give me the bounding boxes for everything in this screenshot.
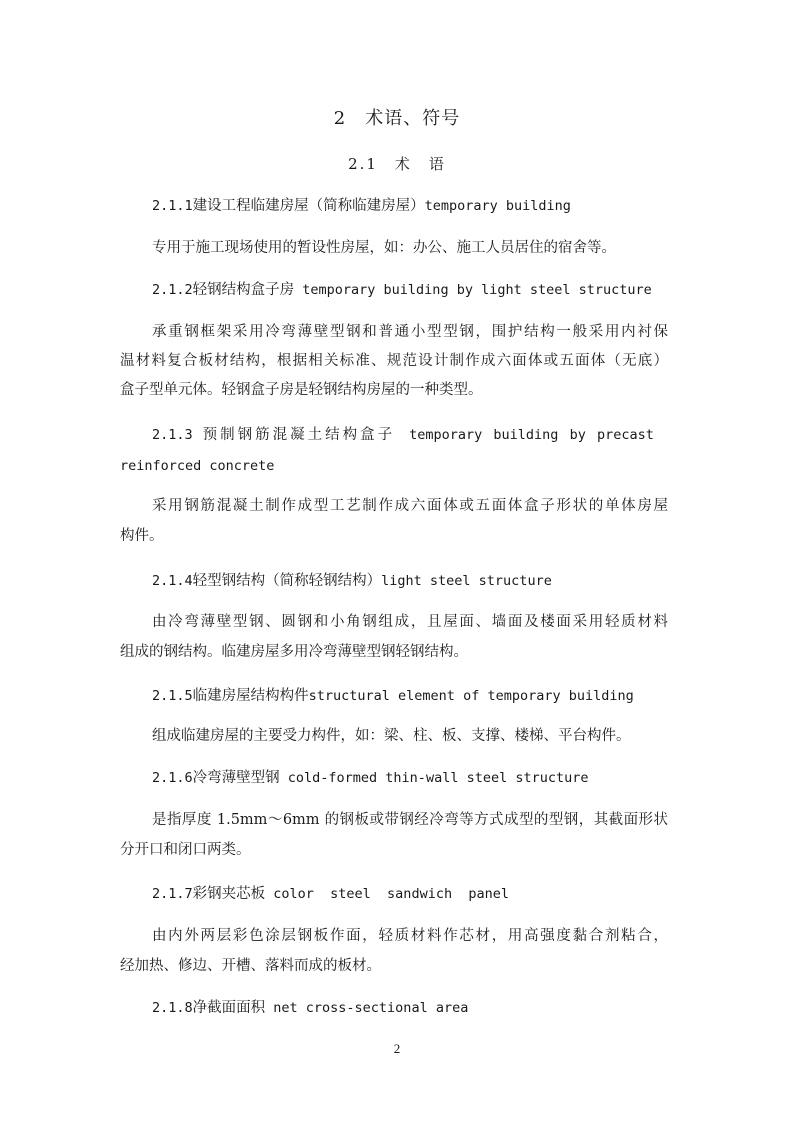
term-definition: 分开口和闭口两类。 [120,842,251,858]
term-heading [152,425,668,445]
term-name: 彩钢夹芯板 [192,886,266,902]
term-heading [152,280,668,300]
term-heading [152,196,668,216]
term-english: temporary building by precast [409,427,654,443]
term-heading [152,998,668,1018]
term-english: structural element of temporary building [308,688,634,704]
term-definition: 盒子型单元体。轻钢盒子房是轻钢结构房屋的一种类型。 [120,382,483,398]
term-definition: 专用于施工现场使用的暂设性房屋，如：办公、施工人员居住的宿舍等。 [152,240,616,256]
term-definition: 构件。 [120,528,164,544]
term-number: 2.1.3 [152,427,193,443]
term-name: 临建房屋结构构件 [192,688,309,704]
term-english: temporary building by light steel structure [294,282,652,298]
term-heading [152,571,668,591]
term-name: 轻型钢结构（简称轻钢结构） [192,573,382,589]
term-definition: 温材料复合板材结构，根据相关标准、规范设计制作成六面体或五面体（无底） [120,353,668,369]
term-definition: 组成临建房屋的主要受力构件，如：梁、柱、板、支撑、楼梯、平台构件。 [152,728,631,744]
term-heading [152,768,668,788]
term-english: net cross-sectional area [265,1000,469,1016]
term-name: 净截面面积 [192,1000,266,1016]
section-title: 2.1 术 语 [348,155,446,173]
term-number: 2.1.8 [152,1000,193,1016]
term-english: light steel structure [381,573,552,589]
term-english: temporary building [424,198,571,214]
term-heading-continued: reinforced concrete [120,458,275,474]
term-definition: 是指厚度 1.5mm～6mm 的钢板或带钢经冷弯等方式成型的型钢，其截面形状 [152,812,668,828]
term-name: 轻钢结构盒子房 [192,282,295,298]
term-number: 2.1.6 [152,770,193,786]
term-number: 2.1.4 [152,573,193,589]
term-number: 2.1.1 [152,198,193,214]
term-definition: 承重钢框架采用冷弯薄壁型钢和普通小型型钢，围护结构一般采用内衬保 [152,324,668,340]
term-number: 2.1.7 [152,886,193,902]
term-number: 2.1.5 [152,688,193,704]
page-number: 2 [393,1041,401,1056]
term-english: color steel sandwich panel [265,886,509,902]
term-name: 冷弯薄壁型钢 [192,770,280,786]
term-definition: 采用钢筋混凝土制作成型工艺制作成六面体或五面体盒子形状的单体房屋 [152,498,668,514]
term-heading [152,884,668,904]
term-definition: 组成的钢结构。临建房屋多用冷弯薄壁型钢轻钢结构。 [120,644,468,660]
term-heading [152,686,668,706]
term-name: 预制钢筋混凝土结构盒子 [202,427,396,443]
term-definition: 经加热、修边、开槽、落料而成的板材。 [120,958,381,974]
chapter-title: 2 术语、符号 [333,108,461,129]
term-name: 建设工程临建房屋（简称临建房屋） [192,198,425,214]
term-definition: 由冷弯薄壁型钢、圆钢和小角钢组成，且屋面、墙面及楼面采用轻质材料 [152,614,668,630]
term-number: 2.1.2 [152,282,193,298]
term-definition: 由内外两层彩色涂层钢板作面，轻质材料作芯材，用高强度黏合剂粘合， [152,928,668,944]
term-english: cold-formed thin-wall steel structure [279,770,589,786]
